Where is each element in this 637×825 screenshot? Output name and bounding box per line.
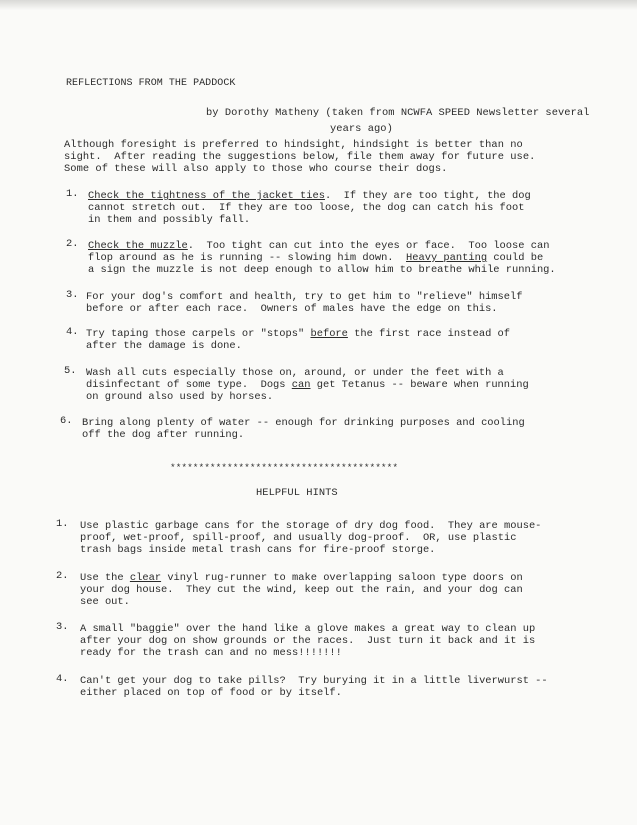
- underlined-phrase: Check the muzzle: [88, 240, 188, 252]
- reflection-line: Check the muzzle. Too tight can cut into the eyes or face. Too loose can: [88, 240, 550, 252]
- reflection-line: Wash all cuts especially those on, around, or under the feet with a: [86, 367, 504, 379]
- hint-line: ready for the trash can and no mess!!!!!!!: [80, 647, 342, 659]
- scan-edge-shadow: [0, 0, 637, 10]
- underlined-phrase: can: [291, 379, 311, 391]
- reflection-number: 5.: [64, 365, 77, 377]
- intro-line: sight. After reading the suggestions below, file them away for future use.: [64, 151, 536, 163]
- reflection-line: Try taping those carpels or "stops" before the first race instead of: [86, 328, 511, 340]
- reflection-line: off the dog after running.: [82, 429, 245, 441]
- reflection-line: Bring along plenty of water -- enough for drinking purposes and cooling: [82, 417, 525, 429]
- hint-number: 1.: [56, 518, 69, 530]
- reflection-number: 1.: [66, 188, 79, 200]
- hint-line: see out.: [80, 596, 130, 608]
- reflection-number: 2.: [66, 238, 79, 250]
- intro-line: Some of these will also apply to those who course their dogs.: [64, 163, 448, 175]
- reflection-line: flop around as he is running -- slowing him down. Heavy panting could be: [88, 252, 544, 264]
- hint-line: after your dog on show grounds or the races. Just turn it back and it is: [80, 635, 536, 647]
- byline-line-1: by Dorothy Matheny (taken from NCWFA SPEED Newsletter several: [206, 107, 590, 119]
- hint-number: 3.: [56, 621, 69, 633]
- reflection-line: cannot stretch out. If they are too loose, the dog can catch his foot: [88, 202, 525, 214]
- reflection-line: on ground also used by horses.: [86, 391, 274, 403]
- reflection-number: 4.: [66, 326, 79, 338]
- byline-line-2: years ago): [330, 123, 393, 135]
- hint-line: Use plastic garbage cans for the storage of dry dog food. They are mouse-: [80, 520, 542, 532]
- hint-line: trash bags inside metal trash cans for fire-proof storge.: [80, 544, 436, 556]
- hint-number: 4.: [56, 673, 69, 685]
- document-title: REFLECTIONS FROM THE PADDOCK: [66, 78, 236, 89]
- reflection-number: 3.: [66, 289, 79, 301]
- underlined-phrase: Heavy panting: [406, 252, 488, 264]
- underlined-phrase: Check the tightness of the jacket ties: [88, 190, 325, 202]
- hint-line: proof, wet-proof, spill-proof, and usually dog-proof. OR, use plastic: [80, 532, 517, 544]
- hint-line: Use the clear vinyl rug-runner to make overlapping saloon type doors on: [80, 572, 523, 584]
- hint-line: A small "baggie" over the hand like a glove makes a great way to clean up: [80, 623, 536, 635]
- hint-line: Can't get your dog to take pills? Try burying it in a little liverwurst --: [80, 675, 548, 687]
- helpful-hints-heading: HELPFUL HINTS: [256, 487, 338, 499]
- asterisk-separator: ****************************************: [170, 462, 399, 473]
- reflection-line: in them and possibly fall.: [88, 214, 251, 226]
- reflection-line: before or after each race. Owners of males have the edge on this.: [86, 303, 498, 315]
- reflection-line: a sign the muzzle is not deep enough to allow him to breathe while running.: [88, 264, 556, 276]
- reflection-line: after the damage is done.: [86, 340, 242, 352]
- hint-line: either placed on top of food or by itself.: [80, 687, 342, 699]
- reflection-number: 6.: [60, 415, 73, 427]
- reflection-line: disinfectant of some type. Dogs can get Tetanus -- beware when running: [86, 379, 529, 391]
- hint-number: 2.: [56, 570, 69, 582]
- underlined-phrase: before: [310, 328, 348, 340]
- hint-line: your dog house. They cut the wind, keep out the rain, and your dog can: [80, 584, 523, 596]
- intro-line: Although foresight is preferred to hindsight, hindsight is better than no: [64, 139, 523, 151]
- reflection-line: Check the tightness of the jacket ties. If they are too tight, the dog: [88, 190, 531, 202]
- underlined-phrase: clear: [129, 572, 162, 584]
- reflection-line: For your dog's comfort and health, try to get him to "relieve" himself: [86, 291, 523, 303]
